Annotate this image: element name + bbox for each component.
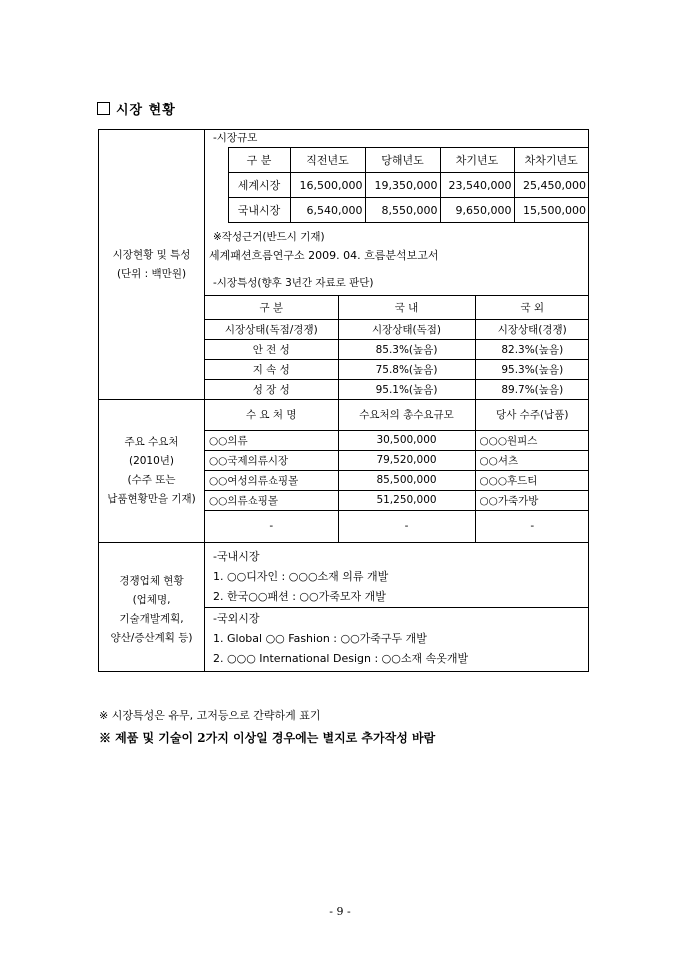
char-domestic: 시장상태(독점) (338, 320, 475, 340)
market-char-heading: -시장특성(향후 3년간 자료로 판단) (213, 277, 374, 289)
demand-row-empty (205, 510, 589, 542)
char-row-label: 시장상태(독점/경쟁) (205, 320, 338, 340)
demand-header-order: 당사 수주(납품) (475, 400, 589, 430)
char-row-label: 지 속 성 (205, 360, 338, 380)
char-header-foreign: 국 외 (475, 296, 589, 320)
competitor-section-row (99, 543, 589, 672)
demand-note-1: (수주 또는 (127, 474, 176, 486)
demand-row (205, 450, 589, 470)
char-row-label: 안 전 성 (205, 340, 338, 360)
demand-table (205, 400, 589, 542)
char-foreign: 95.3%(높음) (475, 360, 589, 380)
market-content-cell (205, 130, 589, 400)
competitor-label: 경쟁업체 현황 (119, 575, 184, 587)
market-size-row (228, 173, 588, 198)
demand-name: ○○여성의류쇼핑몰 (205, 470, 338, 490)
competitor-content-cell (205, 543, 589, 672)
demand-size: 30,500,000 (338, 430, 475, 450)
char-row (205, 380, 589, 400)
foreign-item: 1. Global ○○ Fashion : ○○가죽구두 개발 (213, 632, 427, 645)
competitor-note-3: 양산/증산계획 등) (110, 632, 193, 644)
char-row (205, 360, 589, 380)
market-size-header-row (228, 148, 588, 173)
size-cell: 6,540,000 (290, 198, 365, 223)
demand-row (205, 430, 589, 450)
demand-name: - (205, 510, 338, 542)
market-size-row (228, 198, 588, 223)
demand-label-cell (99, 400, 205, 543)
size-row-label: 세계시장 (228, 173, 290, 198)
demand-content-cell (205, 400, 589, 543)
market-unit-label: (단위 : 백만원) (116, 267, 187, 280)
demand-label: 주요 수요처 (124, 436, 179, 448)
size-header-prev-year: 직전년도 (290, 148, 365, 173)
char-row (205, 340, 589, 360)
demand-size: 85,500,000 (338, 470, 475, 490)
section-title-text: 시장 현황 (116, 103, 176, 118)
size-header-next-year: 차기년도 (440, 148, 514, 173)
size-cell: 25,450,000 (514, 173, 588, 198)
page-number: - 9 - (329, 905, 351, 918)
footnote-market-char: ※ 시장특성은 유무, 고저등으로 간략하게 표기 (99, 709, 321, 722)
demand-year: (2010년) (128, 455, 175, 467)
char-domestic: 85.3%(높음) (338, 340, 475, 360)
size-cell: 8,550,000 (365, 198, 440, 223)
size-cell: 16,500,000 (290, 173, 365, 198)
char-foreign: 82.3%(높음) (475, 340, 589, 360)
indent-spacer (205, 147, 228, 223)
demand-header-name: 수 요 처 명 (205, 400, 338, 430)
char-header-domestic: 국 내 (338, 296, 475, 320)
demand-order: ○○셔츠 (475, 450, 589, 470)
char-foreign: 89.7%(높음) (475, 380, 589, 400)
char-header-category: 구 분 (205, 296, 338, 320)
char-row-label: 성 장 성 (205, 380, 338, 400)
demand-row (205, 470, 589, 490)
demand-header-row (205, 400, 589, 430)
size-row-label: 국내시장 (228, 198, 290, 223)
section-title (97, 99, 176, 118)
market-char-table (205, 295, 589, 399)
market-size-wrapper (205, 147, 588, 223)
demand-row (205, 490, 589, 510)
market-label-cell (99, 130, 205, 400)
char-domestic: 95.1%(높음) (338, 380, 475, 400)
domestic-heading: -국내시장 (213, 550, 260, 563)
size-cell: 19,350,000 (365, 173, 440, 198)
market-status-table (98, 129, 589, 672)
market-size-table (228, 147, 589, 223)
size-cell: 9,650,000 (440, 198, 514, 223)
demand-name: ○○국제의류시장 (205, 450, 338, 470)
char-domestic: 75.8%(높음) (338, 360, 475, 380)
demand-order: - (475, 510, 589, 542)
demand-name: ○○의류 (205, 430, 338, 450)
basis-label: ※작성근거(반드시 기재) (213, 231, 325, 243)
size-header-year-after-next: 차차기년도 (514, 148, 588, 173)
demand-size: - (338, 510, 475, 542)
market-size-heading: -시장규모 (213, 132, 258, 144)
demand-order: ○○가죽가방 (475, 490, 589, 510)
demand-order: ○○○후드티 (475, 470, 589, 490)
competitor-note-2: 기술개발계획, (119, 613, 184, 625)
size-header-category: 구 분 (228, 148, 290, 173)
char-row (205, 320, 589, 340)
demand-note-2: 납품현황만을 기재) (107, 493, 196, 505)
size-cell: 15,500,000 (514, 198, 588, 223)
char-header-row (205, 296, 589, 320)
domestic-item: 2. 한국○○패션 : ○○가죽모자 개발 (213, 590, 386, 603)
size-header-current-year: 당해년도 (365, 148, 440, 173)
checkbox-square-icon (97, 102, 110, 115)
footnote-additional-sheet: ※ 제품 및 기술이 2가지 이상일 경우에는 별지로 추가작성 바람 (99, 731, 436, 745)
foreign-heading: -국외시장 (213, 612, 260, 625)
demand-name: ○○의류쇼핑몰 (205, 490, 338, 510)
basis-value: 세계패션흐름연구소 2009. 04. 흐름분석보고서 (209, 249, 439, 262)
domestic-item: 1. ○○디자인 : ○○○소재 의류 개발 (213, 570, 389, 583)
market-section-row (99, 130, 589, 400)
competitor-note-1: (업체명, (132, 594, 171, 606)
demand-header-size: 수요처의 총수요규모 (338, 400, 475, 430)
market-label: 시장현황 및 특성 (112, 248, 191, 261)
demand-size: 51,250,000 (338, 490, 475, 510)
demand-size: 79,520,000 (338, 450, 475, 470)
char-foreign: 시장상태(경쟁) (475, 320, 589, 340)
demand-section-row (99, 400, 589, 543)
foreign-item: 2. ○○○ International Design : ○○소재 속옷개발 (213, 652, 469, 665)
size-cell: 23,540,000 (440, 173, 514, 198)
demand-order: ○○○원피스 (475, 430, 589, 450)
competitor-label-cell (99, 543, 205, 672)
